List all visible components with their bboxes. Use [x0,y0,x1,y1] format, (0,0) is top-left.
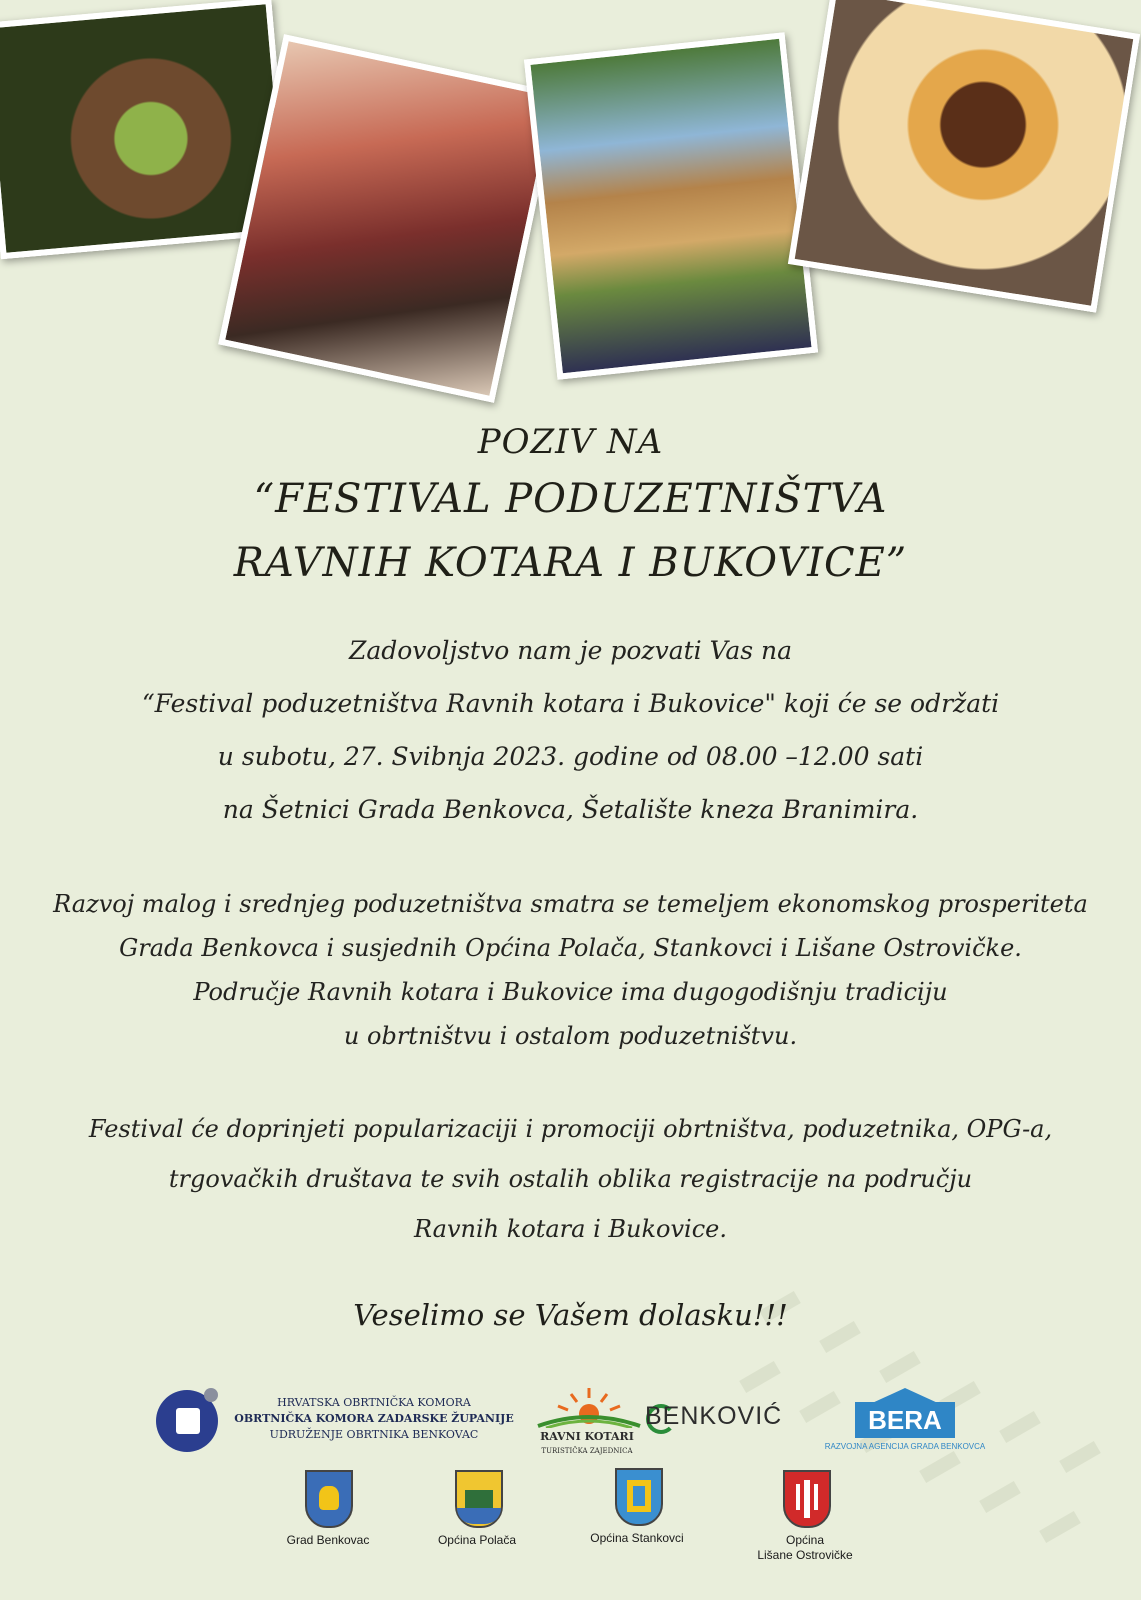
development-line: Područje Ravnih kotara i Bukovice ima dugogodišnju tradiciju [193,978,948,1006]
ravni-kotari-sub: TURISTIČKA ZAJEDNICA [541,1447,633,1455]
hok-line-1: HRVATSKA OBRTNIČKA KOMORA [277,1396,471,1409]
hok-line-3: UDRUŽENJE OBRTNIKA BENKOVAC [269,1428,479,1441]
invitation-line: na Šetnici Grada Benkovca, Šetalište kneza Branimira. [222,795,919,824]
invitation-paragraph [20,624,1121,836]
invitation-line: Zadovoljstvo nam je pozvati Vas na [348,636,793,665]
bera-logo: BERA [855,1402,955,1438]
ravni-kotari-name: RAVNI KOTARI [540,1430,634,1443]
grad-benkovac-coat-of-arms-icon [305,1470,353,1528]
closing-line: Veselimo se Vašem dolasku!!! [353,1298,788,1332]
development-line: Grada Benkovca i susjednih Općina Polača, Stankovci i Lišane Ostrovičke. [119,934,1022,962]
opcina-polaca-coat-of-arms-icon [455,1470,503,1528]
heading-invitation: POZIV NA [477,422,664,462]
opcina-polaca-label: Općina Polača [437,1533,517,1547]
heading-festival-title-1: “FESTIVAL PODUZETNIŠTVA [253,476,888,522]
development-line: Razvoj malog i srednjeg poduzetništva smatra se temeljem ekonomskog prosperiteta [53,890,1088,918]
hok-line-2: OBRTNIČKA KOMORA ZADARSKE ŽUPANIJE [234,1412,514,1425]
opcina-lisane-label-line-1: Općina [785,1533,825,1547]
festival-line: Ravnih kotara i Bukovice. [414,1215,727,1243]
festival-paragraph [20,1104,1121,1254]
hok-logo-dot-icon [204,1388,218,1402]
grad-benkovac-label: Grad Benkovac [286,1533,370,1547]
opcina-lisane-label-line-2: Lišane Ostrovičke [757,1548,853,1562]
development-paragraph [20,882,1121,1058]
opcina-stankovci-label: Općina Stankovci [590,1531,684,1545]
invitation-line: u subotu, 27. Svibnja 2023. godine od 08.00 –12.00 sati [217,742,924,771]
heading-festival-title-2: RAVNIH KOTARA I BUKOVICE” [233,540,908,586]
festival-line: Festival će doprinjeti popularizaciji i promociji obrtništva, poduzetnika, OPG-a, [88,1115,1053,1143]
opcina-lisane-ostrovicke-label [725,1533,885,1563]
figs-grapes-photo [524,32,818,380]
cheese-pie-photo [788,0,1140,313]
invitation-line: “Festival poduzetništva Ravnih kotara i Bukovice" koji će se održati [141,689,1000,718]
ravni-kotari-sun-icon [536,1384,642,1428]
festival-line: trgovačkih društava te svih ostalih oblika registracije na području [168,1165,973,1193]
hok-logo-text [224,1395,524,1443]
bera-subtitle: RAZVOJNA AGENCIJA GRADA BENKOVCA [824,1442,986,1451]
opcina-stankovci-coat-of-arms-icon [615,1468,663,1526]
opcina-lisane-ostrovicke-coat-of-arms-icon [783,1470,831,1528]
ravni-kotari-logo-text [520,1430,654,1458]
benkovic-logo-text: BENKOVIĆ [645,1402,783,1430]
development-line: u obrtništvu i ostalom poduzetništvu. [343,1022,798,1050]
